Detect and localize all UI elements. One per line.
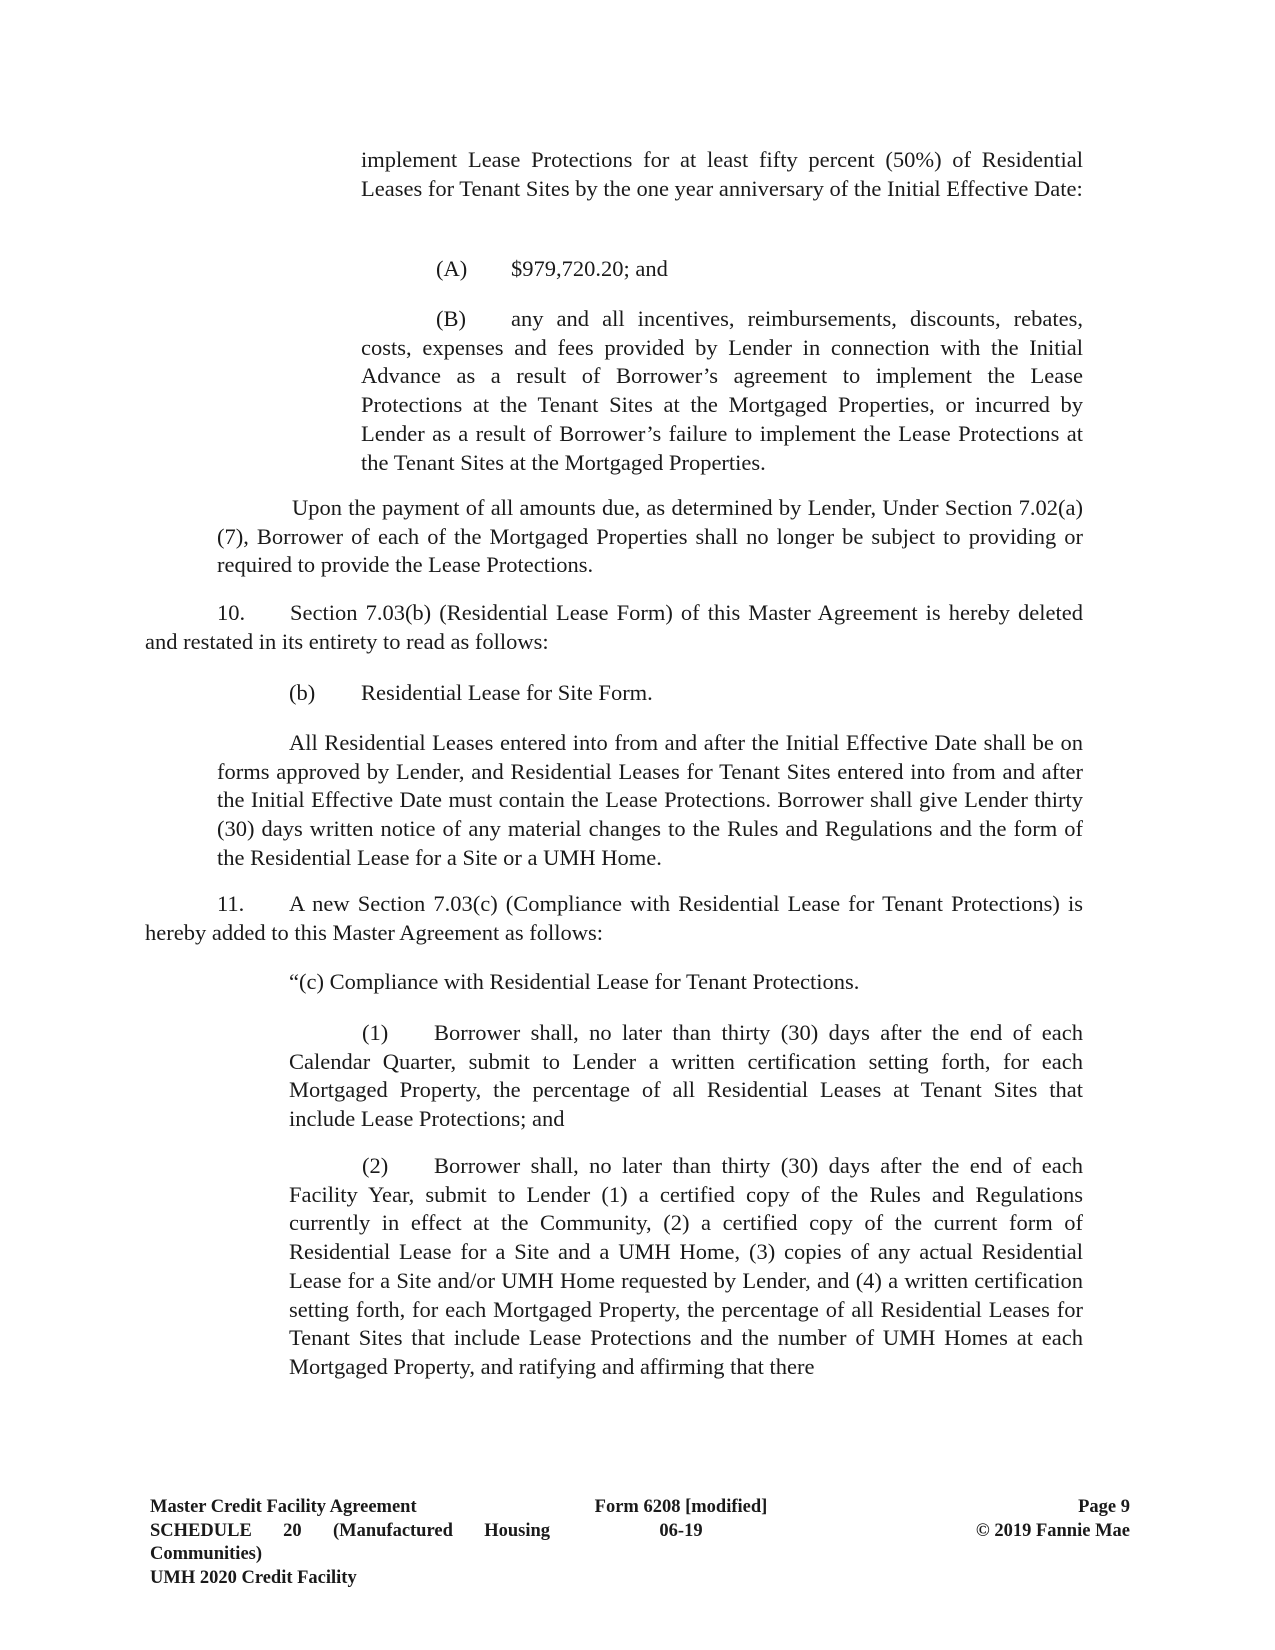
section-10-text: Section 7.03(b) (Residential Lease Form) of this Master Agreement is hereby deleted and restated in its entirety to read as follows: xyxy=(145,600,1083,654)
footer-schedule-cont: Communities) xyxy=(150,1544,263,1564)
section-11-paragraph xyxy=(145,890,1083,947)
footer-form-number: Form 6208 [modified] xyxy=(594,1497,768,1517)
item-2-label: (2) xyxy=(362,1153,389,1178)
sub-c-heading: “(c) Compliance with Residential Lease for Tenant Protections. xyxy=(289,969,860,994)
footer-form-date: 06-19 xyxy=(659,1520,703,1541)
footer-right xyxy=(880,1496,1130,1543)
item-b-label: (B) xyxy=(436,306,466,331)
upon-payment-paragraph xyxy=(217,494,1083,580)
footer-left xyxy=(150,1496,550,1590)
section-10-number: 10. xyxy=(217,600,246,625)
item-a xyxy=(436,255,668,284)
all-leases-text: All Residential Leases entered into from and after the Initial Effective Date shall be on forms approved by Lender, and Residential Leases for Tenant Sites entered into from and after the Initial Effective Date must contain the Lease Protections. Borrower shall give Lender thirty (30) days written notice of any material changes to the Rules and Regulations and the form of the Residential Lease for a Site or a UMH Home. xyxy=(217,730,1083,870)
item-a-label: (A) xyxy=(436,256,468,281)
sub-b-heading xyxy=(289,679,653,708)
item-2-paragraph xyxy=(289,1152,1083,1382)
item-a-text: $979,720.20; and xyxy=(511,256,668,281)
intro-paragraph: implement Lease Protections for at least fifty percent (50%) of Residential Leases for Tenant Sites by the one year anniversary of the Initial Effective Date: xyxy=(361,147,1083,201)
section-11-text: A new Section 7.03(c) (Compliance with Residential Lease for Tenant Protections) is hereby added to this Master Agreement as follows: xyxy=(145,891,1083,945)
footer-schedule: SCHEDULE 20 (Manufactured Housing xyxy=(150,1520,550,1541)
section-10-paragraph xyxy=(145,599,1083,656)
page-number: Page 9 xyxy=(1078,1497,1130,1517)
copyright: © 2019 Fannie Mae xyxy=(975,1520,1130,1541)
item-b-paragraph xyxy=(361,305,1083,477)
footer-agreement-title: Master Credit Facility Agreement xyxy=(150,1497,417,1517)
footer-facility-name: UMH 2020 Credit Facility xyxy=(150,1567,357,1588)
item-2-text: Borrower shall, no later than thirty (30) days after the end of each Facility Year, submit to Lender (1) a certified copy of the Rules and Regulations currently in effect at the Community, (2) a certified copy of the current form of Residential Lease for a Site and a UMH Home, (3) copies of any actual Residential Lease for a Site and/or UMH Home requested by Lender, and (4) a written certification setting forth, for each Mortgaged Property, the percentage of all Residential Leases for Tenant Sites that include Lease Protections and the number of UMH Homes at each Mortgaged Property, and ratifying and affirming that there xyxy=(289,1153,1083,1379)
section-11-number: 11. xyxy=(217,891,245,916)
item-1-paragraph xyxy=(289,1019,1083,1134)
footer-center xyxy=(568,1496,794,1543)
item-1-label: (1) xyxy=(362,1020,389,1045)
sub-b-text: Residential Lease for Site Form. xyxy=(361,680,653,705)
upon-payment-text: Upon the payment of all amounts due, as determined by Lender, Under Section 7.02(a)(7), Borrower of each of the Mortgaged Properties shall no longer be subject to providing or required to provide the Lease Protections. xyxy=(217,495,1083,578)
all-leases-paragraph xyxy=(217,729,1083,873)
item-1-text: Borrower shall, no later than thirty (30) days after the end of each Calendar Quarter, submit to Lender a written certification setting forth, for each Mortgaged Property, the percentage of all Residential Leases at Tenant Sites that include Lease Protections; and xyxy=(289,1020,1083,1132)
sub-b-label: (b) xyxy=(289,680,316,705)
item-b-text: any and all incentives, reimbursements, discounts, rebates, costs, expenses and fees provided by Lender in connection with the Initial Advance as a result of Borrower’s agreement to implement the Lease Protections at the Tenant Sites at the Mortgaged Properties, or incurred by Lender as a result of Borrower’s failure to implement the Lease Protections at the Tenant Sites at the Mortgaged Properties. xyxy=(361,306,1083,475)
